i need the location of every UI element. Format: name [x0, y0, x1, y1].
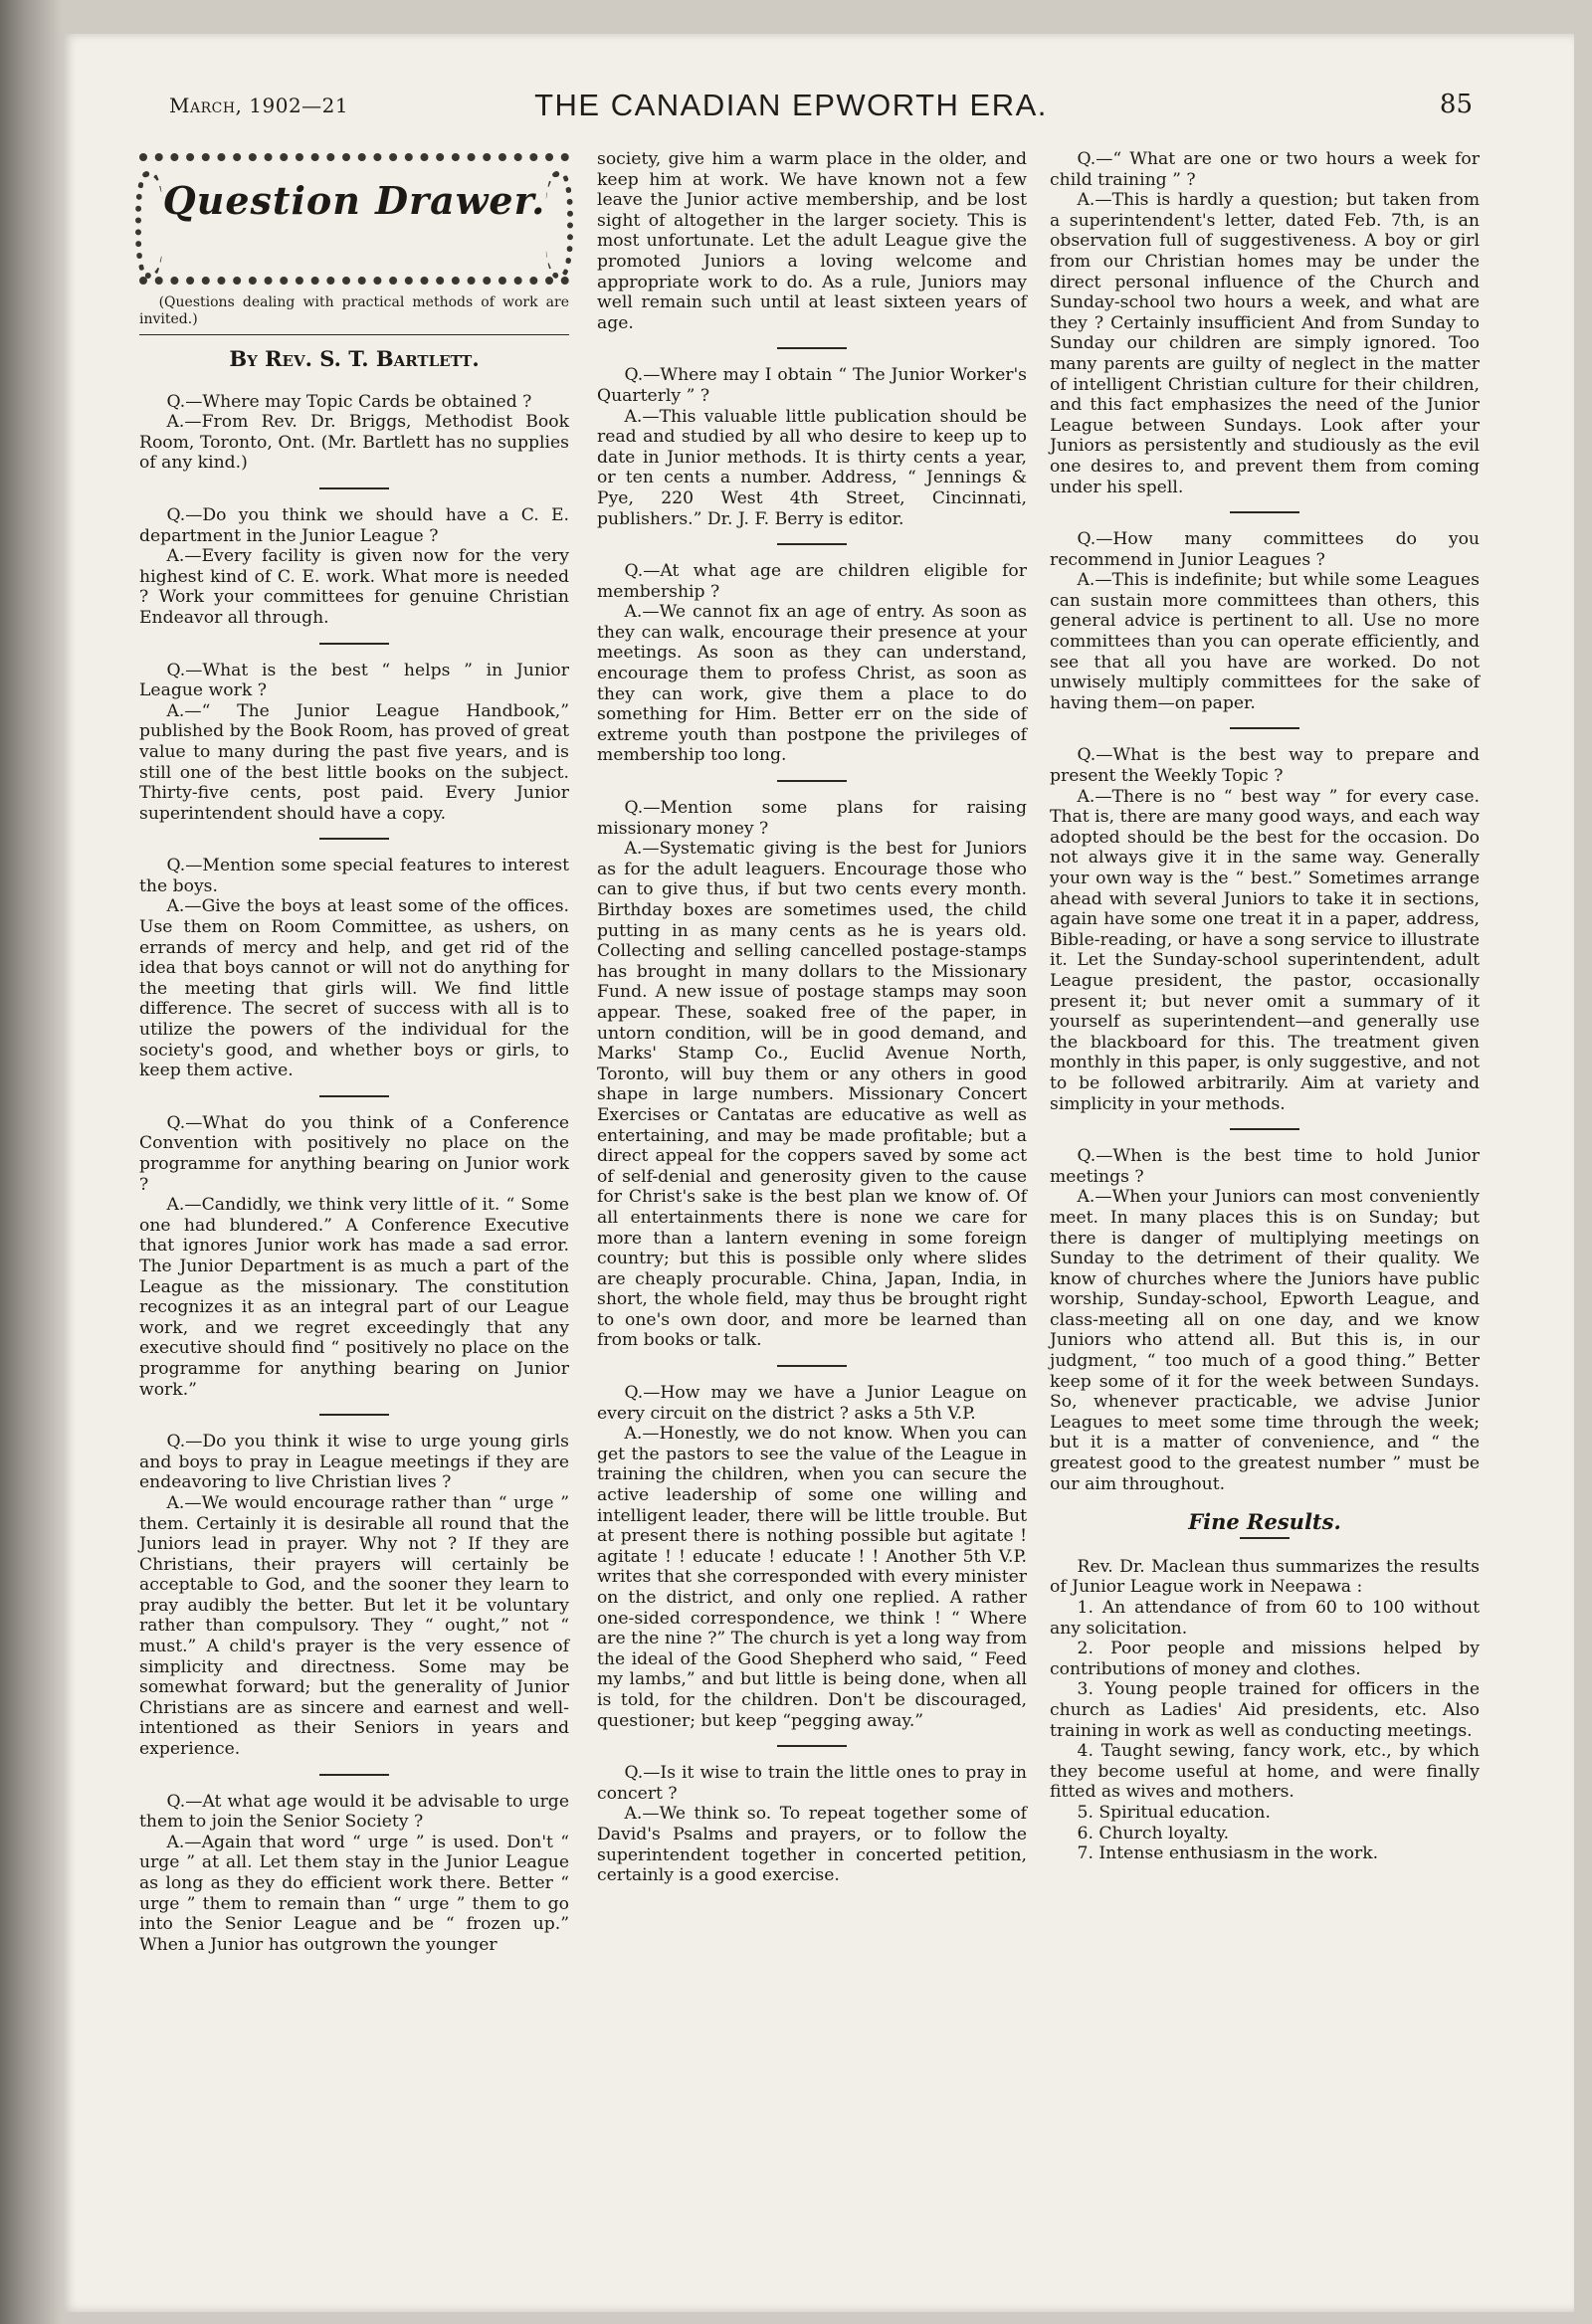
column-3 — [1050, 149, 1480, 1864]
running-head — [109, 88, 1473, 127]
question: Q.—What do you think of a Conference Convention with positively no place on the programme for anything bearing on Junior work ? — [139, 1112, 569, 1195]
column-2 — [597, 149, 1027, 1892]
qa-item — [139, 856, 569, 1081]
list-item: 7. Intense enthusiasm in the work. — [1077, 1843, 1379, 1864]
separator-rule — [319, 643, 389, 645]
answer: A.—We cannot fix an age of entry. As soon as they can walk, encourage their presence at your meetings. As soon as they can understand, encourage them to profess Christ, as soon as they can work, give them a place to do something for Him. Better err on the side of extreme youth than postpone the privileges of membership too long. — [597, 602, 1027, 766]
qa-item — [597, 365, 1027, 529]
qa-item — [1050, 1146, 1480, 1494]
byline: By Rev. S. T. Bartlett. — [229, 346, 480, 371]
answer: A.—“ The Junior League Handbook,” published by the Book Room, has proved of great value to many during the past five years, and is still one of the best little books on the subject. Thirty-five cents, post paid. Every Junior superintendent should have a copy. — [139, 700, 569, 824]
question: Q.—“ What are one or two hours a week for child training ” ? — [1050, 149, 1480, 190]
question: Q.—At what age would it be advisable to urge them to join the Senior Society ? — [139, 1791, 569, 1833]
separator-rule — [319, 838, 389, 840]
publication-title: THE CANADIAN EPWORTH ERA. — [534, 88, 1048, 122]
department-title: Question Drawer. — [162, 178, 546, 223]
separator-rule — [319, 1095, 389, 1097]
separator-rule — [777, 780, 847, 782]
fine-results-section — [1050, 1557, 1480, 1864]
qa-item — [597, 561, 1027, 766]
answer: A.—There is no “ best way ” for every case. That is, there are many good ways, and each way adopted should be the best for the occasion. Do not always give it in the same way. Generally your own way is the “ best.” Sometimes arrange ahead with several Juniors to take it in sections, again have some one treat it in a paper, address, Bible-reading, or have a song service to illustrate it. Let the Sunday-school superintendent, adult League president, the pastor, occasionally present it; but never omit a summary of it yourself as superintendent—and generally use the blackboard for this. The treatment given monthly in this paper, is only suggestive, and not to be followed arbitrarily. Aim at variety and simplicity in your methods. — [1050, 786, 1480, 1114]
separator-rule — [319, 1774, 389, 1776]
question: Q.—When is the best time to hold Junior meetings ? — [1050, 1146, 1480, 1187]
qa-item — [139, 505, 569, 629]
results-intro: Rev. Dr. Maclean thus summarizes the results of Junior League work in Neepawa : — [1050, 1556, 1480, 1598]
question: Q.—What is the best “ helps ” in Junior League work ? — [139, 660, 569, 701]
answer: A.—Give the boys at least some of the offices. Use them on Room Committee, as ushers, on errands of mercy and help, and get rid of the idea that boys cannot or will not do anything for the meeting that girls will. We find little difference. The secret of success with all is to utilize the powers of the individual for the society's good, and whether boys or girls, to keep them active. — [139, 896, 569, 1081]
qa-item — [139, 1432, 569, 1760]
list-item: 6. Church loyalty. — [1077, 1823, 1230, 1843]
answer-continued: society, give him a warm place in the older, and keep him at work. We have known not a few leave the Junior active membership, and be lost sight of altogether in the larger society. This is most unfortunate. Let the adult League give the promoted Juniors a loving welcome and appropriate work to do. As a rule, Juniors may well remain such until at least sixteen years of age. — [597, 149, 1027, 333]
page-number: 85 — [1439, 90, 1473, 119]
separator-rule — [1230, 1128, 1299, 1130]
answer: A.—Candidly, we think very little of it. “ Some one had blundered.” A Conference Executive that ignores Junior work has made a sad error. The Junior Department is as much a part of the League as the missionary. The constitution recognizes it as an integral part of our League work, and we regret exceedingly that any executive should find “ positively no place on the programme for anything bearing on Junior work.” — [139, 1195, 569, 1400]
separator-rule — [1230, 511, 1299, 513]
results-list — [1050, 1598, 1480, 1864]
answer: A.—This is indefinite; but while some Leagues can sustain more committees than others, this general advice is pertinent to all. Use no more committees than you can operate efficiently, and see that all you have are worked. Do not unwisely multiply committees for the sake of having them—on paper. — [1050, 570, 1480, 713]
separator-rule — [777, 1745, 847, 1747]
question: Q.—Where may I obtain “ The Junior Worker's Quarterly ” ? — [597, 365, 1027, 406]
qa-item — [597, 798, 1027, 1351]
separator-rule — [1240, 1537, 1290, 1539]
list-item: 1. An attendance of from 60 to 100 without any solicitation. — [1050, 1598, 1480, 1639]
qa-item — [597, 1763, 1027, 1886]
department-banner — [139, 153, 569, 285]
question: Q.—Mention some plans for raising missionary money ? — [597, 798, 1027, 839]
separator-rule — [777, 543, 847, 545]
question: Q.—Is it wise to train the little ones to pray in concert ? — [597, 1763, 1027, 1804]
question: Q.—At what age are children eligible for membership ? — [597, 561, 1027, 602]
list-item: 3. Young people trained for officers in the church as Ladies' Aid presidents, etc. Also training in work as well as conducting meetings. — [1050, 1679, 1480, 1741]
question: Q.—How may we have a Junior League on every circuit on the district ? asks a 5th V.P. — [597, 1383, 1027, 1424]
list-item: 4. Taught sewing, fancy work, etc., by which they become useful at home, and were finally fitted as wives and mothers. — [1050, 1741, 1480, 1803]
book-spine-shadow — [0, 0, 62, 2324]
answer: A.—We would encourage rather than “ urge ” them. Certainly it is desirable all round that the Juniors lead in prayer. Why not ? If they are Christians, their prayers will certainly be acceptable to God, and the sooner they learn to pray audibly the better. But let it be voluntary rather than compulsory. They “ ought,” not “ must.” A child's prayer is the very essence of simplicity and directness. Some may be somewhat forward; but the generality of Junior Christians are as sincere and earnest and well-intentioned as their Seniors in years and experience. — [139, 1492, 569, 1760]
list-item: 5. Spiritual education. — [1077, 1802, 1271, 1823]
separator-rule — [777, 347, 847, 349]
qa-item — [597, 149, 1027, 333]
answer: A.—Systematic giving is the best for Juniors as for the adult leaguers. Encourage those who can to give thus, if but two cents every month. Birthday boxes are sometimes used, the child putting in as many cents as he is years old. Collecting and selling cancelled postage-stamps has brought in many dollars to the Missionary Fund. A new issue of postage stamps may soon appear. These, soaked free of the paper, in untorn condition, will be in good demand, and Marks' Stamp Co., Euclid Avenue North, Toronto, will buy them or any others in good shape in large numbers. Missionary Concert Exercises or Cantatas are educative as well as entertaining, and may be made profitable; but a direct appeal for the coppers saved by some act of self-denial and generosity given to the cause for Christ's sake is the best plan we know of. Of all entertainments there is none we care for more than a lantern evening in some foreign country; but this is possible only where slides are cheaply procurable. China, Japan, India, in short, the whole field, may thus be brought right to one's own door, and more be learned than from books or talk. — [597, 839, 1027, 1351]
question: Q.—How many committees do you recommend in Junior Leagues ? — [1050, 529, 1480, 570]
column-1 — [139, 149, 569, 1961]
question: Q.—Mention some special features to interest the boys. — [139, 856, 569, 896]
answer: A.—When your Juniors can most conveniently meet. In many places this is on Sunday; but there is danger of multiplying meetings on Sunday to the detriment of their quality. We know of churches where the Juniors have public worship, Sunday-school, Epworth League, and class-meeting all on one day, and we know Juniors who attend all. But this is, in our judgment, “ too much of a good thing.” Better keep some of it for the week between Sundays. So, whenever practicable, we advise Junior Leagues to meet some time through the week; but it is a matter of convenience, and “ the greatest good to the greatest number ” must be our aim throughout. — [1050, 1187, 1480, 1494]
qa-item — [139, 1792, 569, 1956]
qa-item — [139, 392, 569, 474]
separator-rule — [319, 1414, 389, 1416]
qa-item — [1050, 149, 1480, 497]
divider — [139, 334, 569, 335]
list-item: 2. Poor people and missions helped by contributions of money and clothes. — [1050, 1639, 1480, 1679]
answer: A.—We think so. To repeat together some of David's Psalms and prayers, or to follow the superintendent together in concerted petition, certainly is a good exercise. — [597, 1804, 1027, 1886]
separator-rule — [1230, 727, 1299, 729]
section-title-fine-results: Fine Results. — [1188, 1509, 1341, 1535]
separator-rule — [777, 1365, 847, 1367]
question: Q.—What is the best way to prepare and present the Weekly Topic ? — [1050, 745, 1480, 787]
answer: A.—Again that word “ urge ” is used. Don't “ urge ” at all. Let them stay in the Junior League as long as they do efficient work there. Better “ urge ” them to remain than “ urge ” them to go into the Senior League and be “ frozen up.” When a Junior has outgrown the younger — [139, 1832, 569, 1955]
qa-item — [1050, 745, 1480, 1114]
separator-rule — [319, 487, 389, 489]
answer: A.—From Rev. Dr. Briggs, Methodist Book Room, Toronto, Ont. (Mr. Bartlett has no supplies of any kind.) — [139, 412, 569, 474]
question: Q.—Do you think it wise to urge young girls and boys to pray in League meetings if they are endeavoring to live Christian lives ? — [139, 1432, 569, 1493]
qa-item — [597, 1383, 1027, 1731]
qa-item — [139, 1113, 569, 1400]
qa-item — [1050, 529, 1480, 713]
question: Q.—Where may Topic Cards be obtained ? — [166, 391, 532, 412]
question: Q.—Do you think we should have a C. E. department in the Junior League ? — [139, 504, 569, 546]
department-note: (Questions dealing with practical methods of work are invited.) — [139, 294, 569, 327]
issue-date: March, 1902—21 — [169, 94, 349, 117]
answer: A.—This is hardly a question; but taken from a superintendent's letter, dated Feb. 7th, is an observation full of suggestiveness. A boy or girl from our Christian homes may be under the direct personal influence of the Church and Sunday-school two hours a week, and what are they ? Certainly insufficient And from Sunday to Sunday our children are simply ignored. Too many parents are guilty of neglect in the matter of intelligent Christian culture for their children, and this fact emphasizes the need of the Junior League between Sundays. Look after your Juniors as persistently and studiously as the evil one desires to, and prevent them from coming under his spell. — [1050, 190, 1480, 497]
answer: A.—Honestly, we do not know. When you can get the pastors to see the value of the League in training the children, when you can secure the active leadership of some one willing and intelligent leader, there will be little trouble. But at present there is nothing possible but agitate ! agitate ! ! educate ! educate ! ! Another 5th V.P. writes that she corresponded with every minister on the district, and only one replied. A rather one-sided correspondence, we think ! “ Where are the nine ?” The church is yet a long way from the ideal of the Good Shepherd who said, “ Feed my lambs,” and but little is being done, when all is told, for the children. Don't be discouraged, questioner; but keep “pegging away.” — [597, 1424, 1027, 1731]
answer: A.—This valuable little publication should be read and studied by all who desire to keep up to date in Junior methods. It is thirty cents a year, or ten cents a number. Address, “ Jennings & Pye, 220 West 4th Street, Cincinnati, publishers.” Dr. J. F. Berry is editor. — [597, 406, 1027, 529]
answer: A.—Every facility is given now for the very highest kind of C. E. work. What more is needed ? Work your committees for genuine Christian Endeavor all through. — [139, 546, 569, 628]
qa-item — [139, 661, 569, 825]
